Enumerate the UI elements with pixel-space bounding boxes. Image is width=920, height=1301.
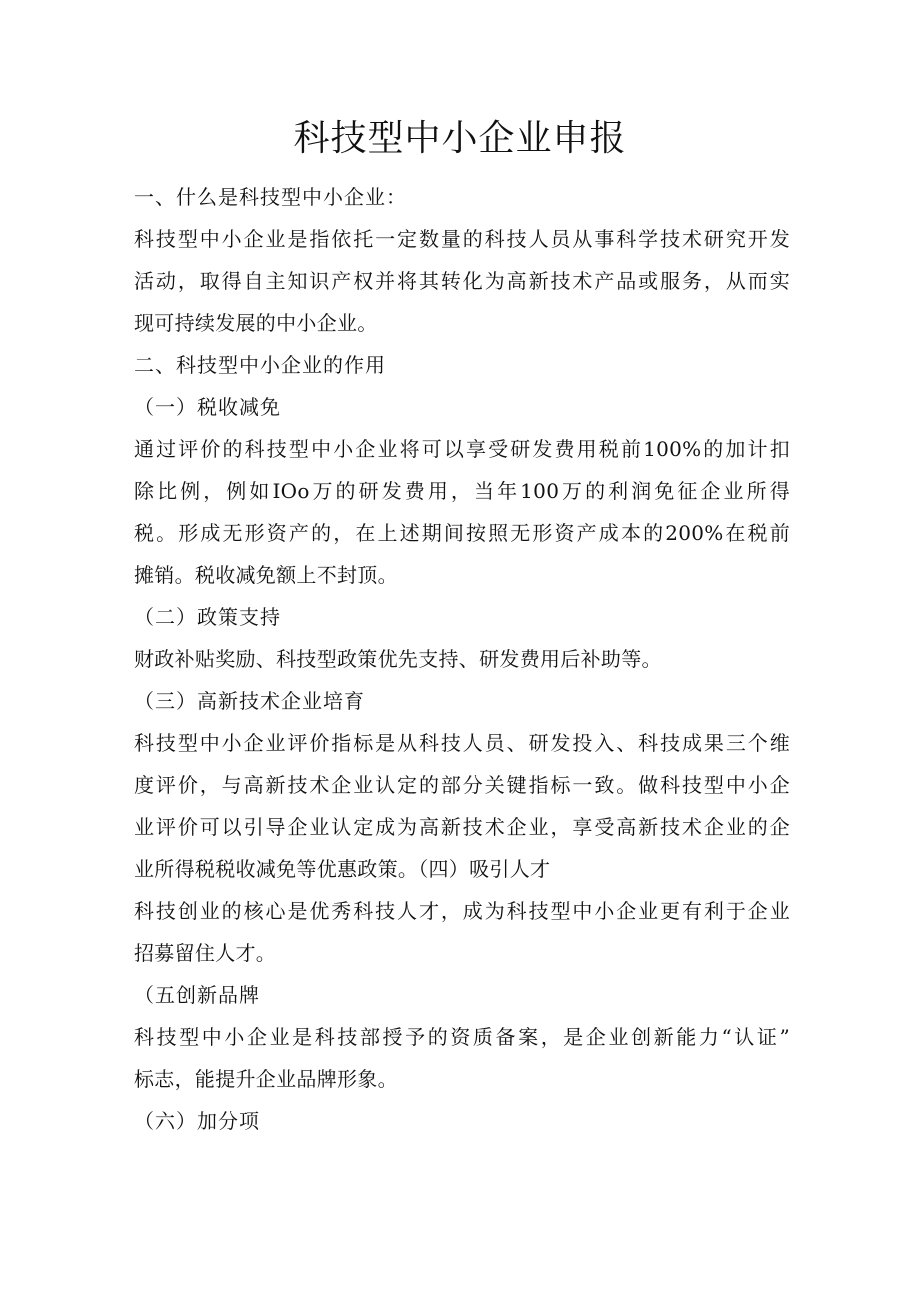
paragraph-line: 税。形成无形资产的，在上述期间按照无形资产成本的200%在税前 — [134, 521, 790, 545]
section-heading-functions: 二、科技型中小企业的作用 — [134, 353, 386, 377]
paragraph-line: 业所得税税收减免等优惠政策。（四）吸引人才 — [134, 857, 551, 881]
paragraph-line: 业评价可以引导企业认定成为高新技术企业，享受高新技术企业的企 — [134, 815, 790, 839]
paragraph-line: 财政补贴奖励、科技型政策优先支持、研发费用后补助等。 — [134, 647, 662, 671]
paragraph-line: 科技型中小企业评价指标是从科技人员、研发投入、科技成果三个维 — [134, 731, 790, 755]
paragraph-line: 标志，能提升企业品牌形象。 — [134, 1067, 398, 1091]
paragraph-line: 科技型中小企业是科技部授予的资质备案，是企业创新能力“认证” — [134, 1025, 790, 1049]
section-heading-what-is: 一、什么是科技型中小企业： — [134, 185, 407, 209]
paragraph-line: 招募留住人才。 — [134, 941, 277, 965]
paragraph-line: 科技创业的核心是优秀科技人才，成为科技型中小企业更有利于企业 — [134, 899, 790, 923]
subheading-policy-support: （二）政策支持 — [134, 605, 281, 629]
subheading-innovation-brand: （五创新品牌 — [134, 983, 260, 1007]
paragraph-line: 摊销。税收减免额上不封顶。 — [134, 563, 398, 587]
paragraph-line: 除比例，例如IOo万的研发费用，当年100万的利润免征企业所得 — [134, 479, 790, 503]
subheading-tax-relief: （一）税收减免 — [134, 395, 281, 419]
paragraph-line: 现可持续发展的中小企业。 — [134, 311, 378, 335]
paragraph-line: 科技型中小企业是指依托一定数量的科技人员从事科学技术研究开发 — [134, 227, 790, 251]
paragraph-line: 活动，取得自主知识产权并将其转化为高新技术产品或服务，从而实 — [134, 269, 790, 293]
document-body — [134, 176, 790, 1142]
subheading-hightech-cultivation: （三）高新技术企业培育 — [134, 689, 365, 713]
page-title: 科技型中小企业申报 — [293, 118, 627, 159]
subheading-bonus-points: （六）加分项 — [134, 1109, 260, 1133]
paragraph-line: 度评价，与高新技术企业认定的部分关键指标一致。做科技型中小企 — [134, 773, 790, 797]
paragraph-line: 通过评价的科技型中小企业将可以享受研发费用税前100%的加计扣 — [134, 437, 790, 461]
